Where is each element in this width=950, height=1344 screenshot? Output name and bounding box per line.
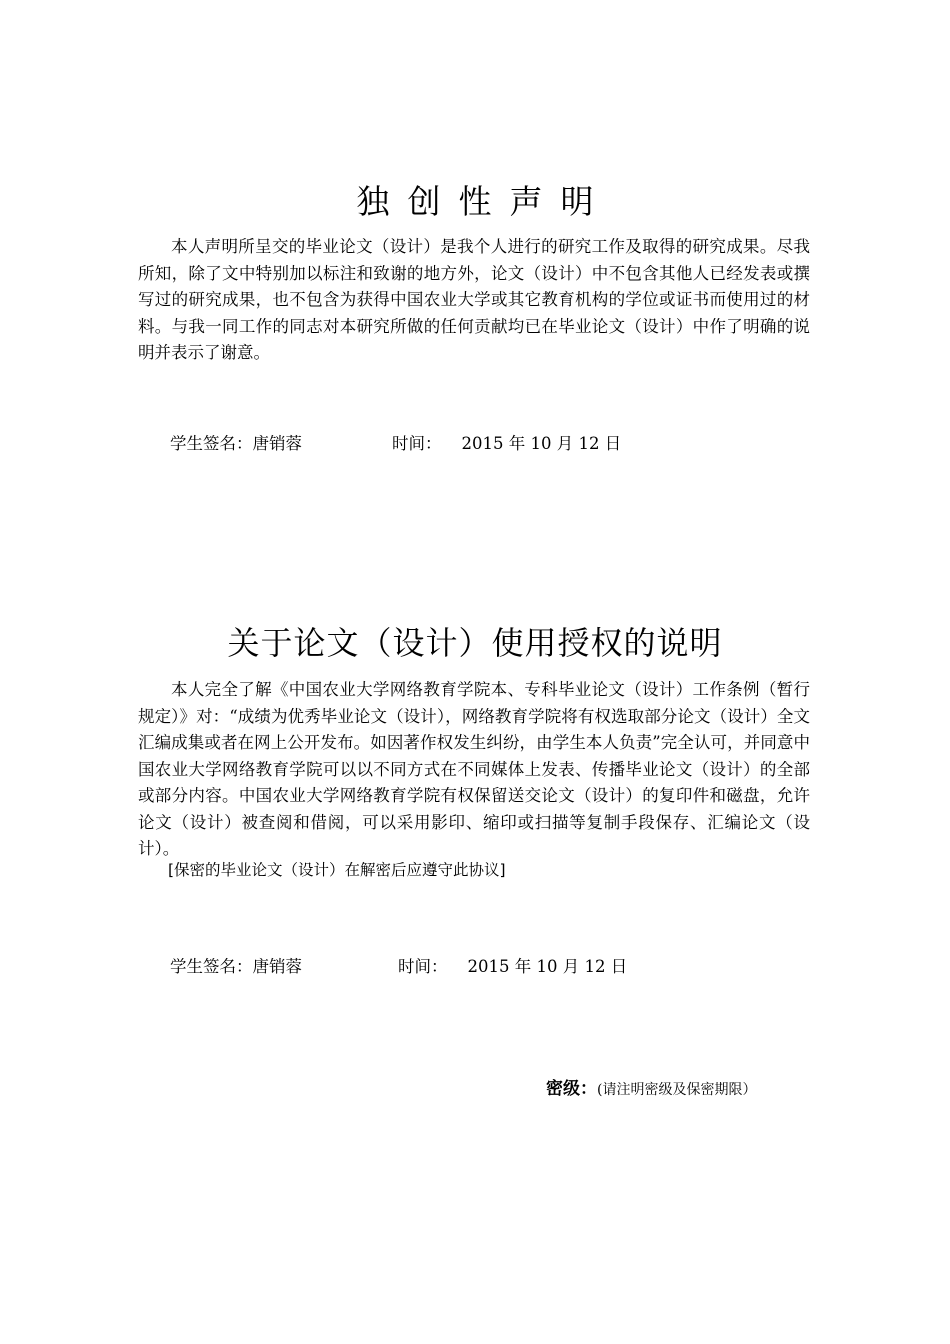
declaration-body: 本人声明所呈交的毕业论文（设计）是我个人进行的研究工作及取得的研究成果。尽我所知，除了文中特别加以标注和致谢的地方外，论文（设计）中不包含其他人已经发表或撰写过的研究成果，也不包含为获得中国农业大学或其它教育机构的学位或证书而使用过的材料。与我一同工作的同志对本研究所做的任何贡献均已在毕业论文（设计）中作了明确的说明并表示了谢意。 — [138, 237, 810, 362]
signature-date: 2015 年 10 月 12 日 — [461, 434, 622, 453]
signature-name: 唐销蓉 — [252, 957, 302, 976]
authorization-body: 本人完全了解《中国农业大学网络教育学院本、专科毕业论文（设计）工作条例（暂行规定）》对：“成绩为优秀毕业论文（设计），网络教育学院将有权选取部分论文（设计）全文汇编成集或者在网上公开发布。如因著作权发生纠纷，由学生本人负责”完全认可，并同意中国农业大学网络教育学院可以以不同方式在不同媒体上发表、传播毕业论文（设计）的全部或部分内容。中国农业大学网络教育学院有权保留送交论文（设计）的复印件和磁盘，允许论文（设计）被查阅和借阅，可以采用影印、缩印或扫描等复制手段保存、汇编论文（设计）。 — [138, 680, 810, 858]
secrecy-level — [546, 1074, 756, 1099]
confidentiality-note: [保密的毕业论文（设计）在解密后应遵守此协议] — [168, 861, 506, 879]
secrecy-hint: (请注明密级及保密期限） — [597, 1082, 757, 1098]
time-label: 时间： — [392, 434, 442, 453]
declaration-title: 独创性声明 — [356, 182, 612, 221]
signature-label: 学生签名： — [170, 434, 253, 453]
authorization-signature-line — [170, 953, 627, 977]
signature-label: 学生签名： — [170, 957, 253, 976]
time-label: 时间： — [398, 957, 448, 976]
signature-name: 唐销蓉 — [252, 434, 302, 453]
authorization-title: 关于论文（设计）使用授权的说明 — [227, 624, 723, 662]
secrecy-label: 密级： — [546, 1079, 597, 1099]
declaration-signature-line — [170, 430, 621, 454]
signature-date: 2015 年 10 月 12 日 — [467, 957, 628, 976]
